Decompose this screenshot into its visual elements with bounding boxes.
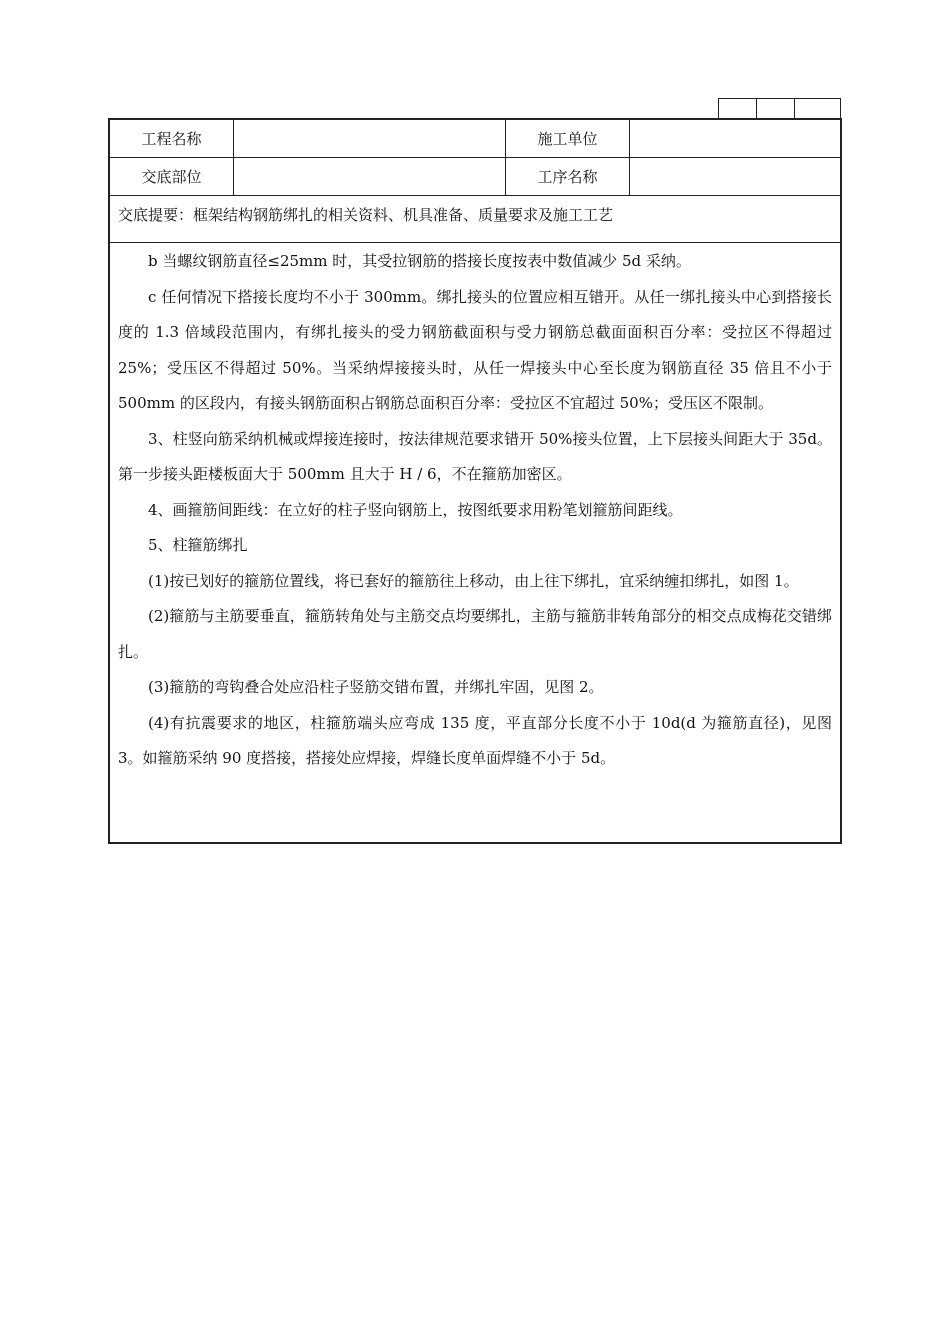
construction-unit-value bbox=[630, 120, 840, 157]
paragraph: (3)箍筋的弯钩叠合处应沿柱子竖筋交错布置，并绑扎牢固，见图 2。 bbox=[148, 678, 604, 696]
process-name-label: 工序名称 bbox=[506, 158, 630, 195]
paragraph: (1)按已划好的箍筋位置线，将已套好的箍筋往上移动，由上往下绑扎，宜采纳缠扣绑扎，如图 1。 bbox=[148, 571, 799, 590]
disclosure-summary: 交底提要：框架结构钢筋绑扎的相关资料、机具准备、质量要求及施工工艺 bbox=[118, 206, 614, 224]
page-number-boxes bbox=[718, 98, 841, 119]
paragraph: c 任何情况下搭接长度均不小于 300mm。绑扎接头的位置应相互错开。从任一绑扎接头中心到搭接长度的 1.3 倍域段范围内，有绑扎接头的受力钢筋截面积与受力钢筋总截面面积百分率：受拉区不得超过 25%；受压区不得超过 50%。当采纳焊接接头时，从任一焊接头中心至长度为钢筋直径 35 倍且不小于 500mm 的区段内，有接头钢筋面积占钢筋总面积百分率：受拉区不宜超过 50%；受压区不限制。 bbox=[118, 287, 832, 412]
paragraph: 5、柱箍筋绑扎 bbox=[148, 536, 248, 554]
paragraph: b 当螺纹钢筋直径≤25mm 时，其受拉钢筋的搭接长度按表中数值减少 5d 采纳。 bbox=[148, 252, 691, 270]
header-row-1 bbox=[110, 120, 840, 158]
project-name-value bbox=[234, 120, 506, 157]
summary-row bbox=[110, 196, 840, 243]
paragraph: 3、柱竖向筋采纳机械或焊接连接时，按法律规范要求错开 50%接头位置，上下层接头间距大于 35d。第一步接头距楼板面大于 500mm 且大于 H / 6，不在箍筋加密区。 bbox=[118, 429, 832, 483]
paragraph: 4、画箍筋间距线：在立好的柱子竖向钢筋上，按图纸要求用粉笔划箍筋间距线。 bbox=[148, 500, 683, 519]
number-box bbox=[719, 99, 757, 119]
technical-disclosure-form bbox=[108, 118, 842, 844]
paragraph: (4)有抗震要求的地区，柱箍筋端头应弯成 135 度，平直部分长度不小于 10d(d 为箍筋直径)，见图 3。如箍筋采纳 90 度搭接，搭接处应焊接，焊缝长度单面焊缝不小于 5d。 bbox=[118, 713, 832, 767]
header-row-2 bbox=[110, 158, 840, 196]
construction-unit-label: 施工单位 bbox=[506, 120, 630, 157]
disclosure-body bbox=[110, 243, 840, 777]
process-name-value bbox=[630, 158, 840, 195]
project-name-label: 工程名称 bbox=[110, 120, 234, 157]
number-box bbox=[757, 99, 795, 119]
paragraph: (2)箍筋与主筋要垂直，箍筋转角处与主筋交点均要绑扎，主筋与箍筋非转角部分的相交点成梅花交错绑扎。 bbox=[118, 607, 832, 661]
handover-part-value bbox=[234, 158, 506, 195]
number-box bbox=[795, 99, 841, 119]
handover-part-label: 交底部位 bbox=[110, 158, 234, 195]
